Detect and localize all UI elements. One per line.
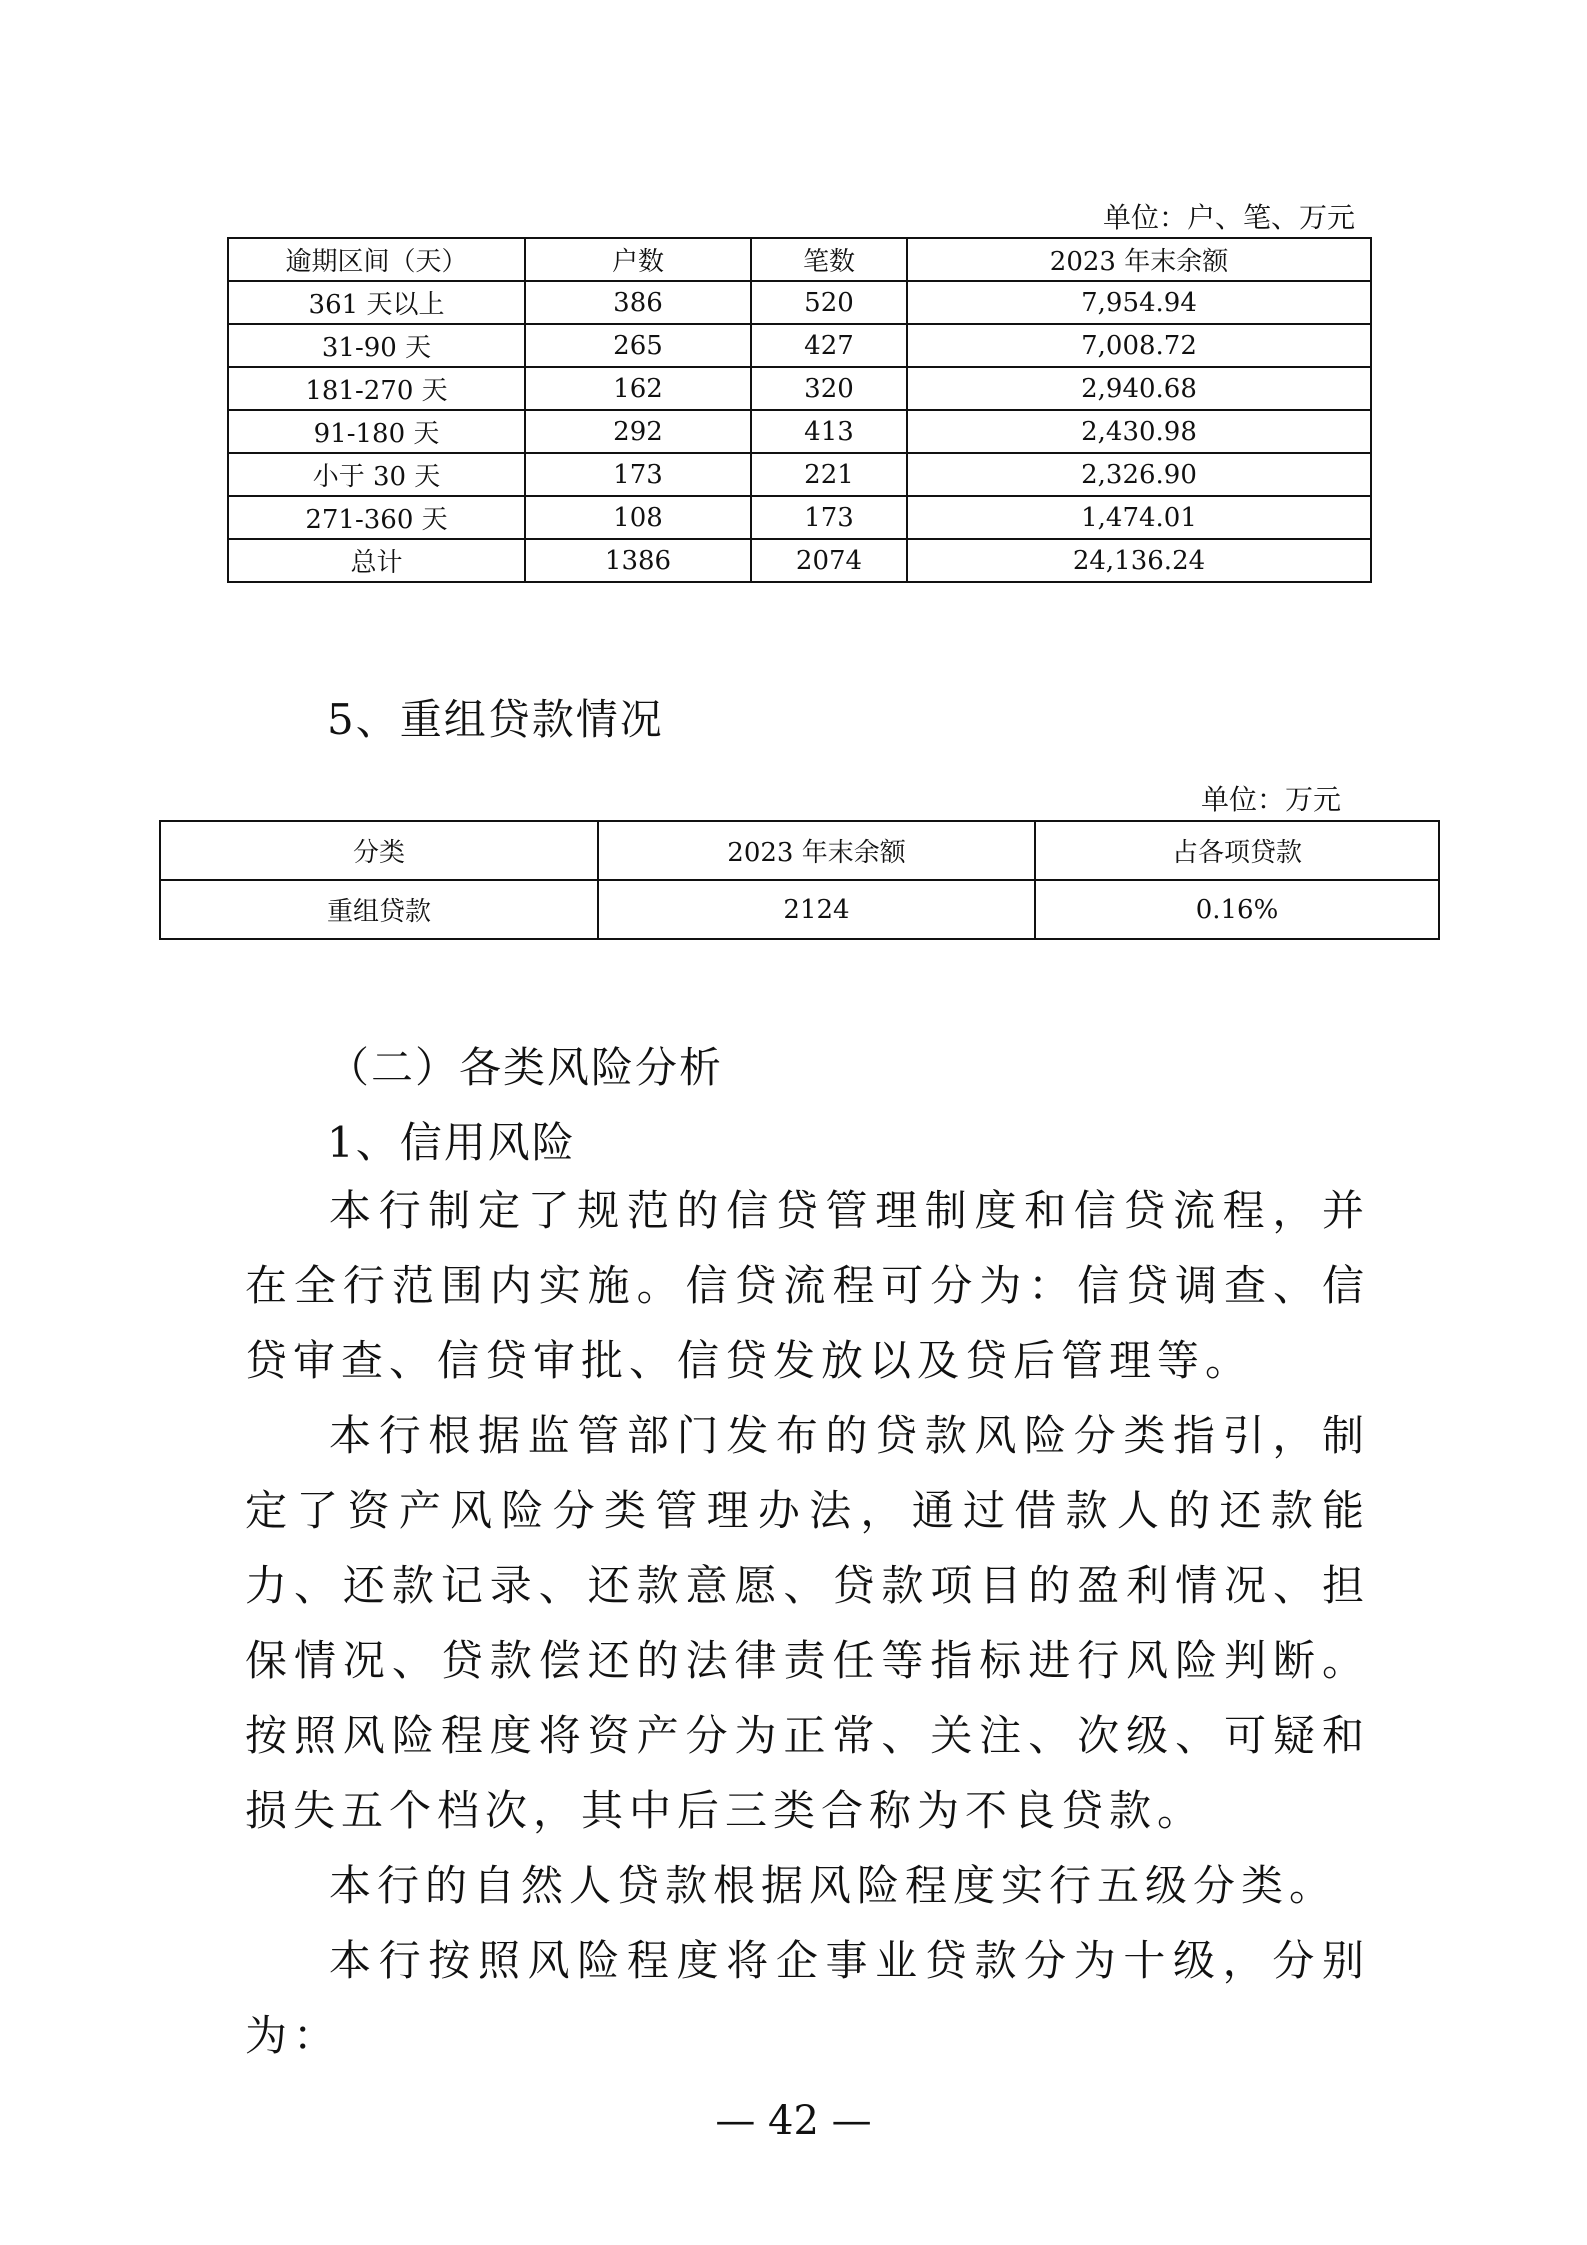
header-cell: 逾期区间（天） [228,238,525,281]
table-row [228,281,1371,324]
table-cell: 31-90 天 [228,324,525,367]
paragraph: 本行按照风险程度将企事业贷款分为十级，分别为： [245,1936,1370,2060]
table-cell: 108 [525,496,751,539]
table-cell: 427 [751,324,907,367]
table-header-row [160,821,1439,880]
table-cell: 2124 [598,880,1035,939]
overdue-table [227,237,1372,583]
page-number: — 42 — [715,2098,872,2144]
table-header-row [228,238,1371,281]
section5-unit: 单位：万元 [1200,783,1341,816]
table-cell: 7,008.72 [907,324,1371,367]
table-cell: 173 [525,453,751,496]
table-row [228,410,1371,453]
credit-risk-heading: 1、信用风险 [327,1118,576,1167]
table-cell: 265 [525,324,751,367]
paragraph: 本行的自然人贷款根据风险程度实行五级分类。 [329,1861,1338,1910]
table-cell: 2,326.90 [907,453,1371,496]
table-total-row [228,539,1371,582]
table-cell: 361 天以上 [228,281,525,324]
table-cell: 2074 [751,539,907,582]
table-cell: 386 [525,281,751,324]
table-cell: 重组贷款 [160,880,598,939]
table-cell: 413 [751,410,907,453]
table-cell: 520 [751,281,907,324]
table-cell: 181-270 天 [228,367,525,410]
header-cell: 笔数 [751,238,907,281]
table-cell: 2,940.68 [907,367,1371,410]
table-cell: 221 [751,453,907,496]
table-cell: 320 [751,367,907,410]
table-cell: 1,474.01 [907,496,1371,539]
paragraph: 本行根据监管部门发布的贷款风险分类指引，制定了资产风险分类管理办法，通过借款人的还款能力、还款记录、还款意愿、贷款项目的盈利情况、担保情况、贷款偿还的法律责任等指标进行风险判断。按照风险程度将资产分为正常、关注、次级、可疑和损失五个档次，其中后三类合称为不良贷款。 [245,1411,1370,1835]
table-row [228,367,1371,410]
table-cell: 总计 [228,539,525,582]
table-cell: 292 [525,410,751,453]
header-cell: 分类 [160,821,598,880]
header-cell: 2023 年末余额 [598,821,1035,880]
table-cell: 2,430.98 [907,410,1371,453]
table1-unit: 单位：户、笔、万元 [1102,201,1355,234]
table-cell: 271-360 天 [228,496,525,539]
table-cell: 173 [751,496,907,539]
table-cell: 小于 30 天 [228,453,525,496]
header-cell: 2023 年末余额 [907,238,1371,281]
table-cell: 162 [525,367,751,410]
table-row [228,496,1371,539]
table-cell: 24,136.24 [907,539,1371,582]
table-cell: 1386 [525,539,751,582]
table-cell: 0.16% [1035,880,1439,939]
table-cell: 7,954.94 [907,281,1371,324]
table-cell: 91-180 天 [228,410,525,453]
table-row [160,880,1439,939]
header-cell: 户数 [525,238,751,281]
table-row [228,324,1371,367]
body-text [245,1173,1370,2073]
header-cell: 占各项贷款 [1035,821,1439,880]
section5-title: 5、重组贷款情况 [327,695,664,744]
section2-title: （二）各类风险分析 [327,1043,724,1092]
table-row [228,453,1371,496]
restructured-loans-table [159,820,1440,940]
paragraph: 本行制定了规范的信贷管理制度和信贷流程，并在全行范围内实施。信贷流程可分为：信贷调查、信贷审查、信贷审批、信贷发放以及贷后管理等。 [245,1186,1370,1385]
